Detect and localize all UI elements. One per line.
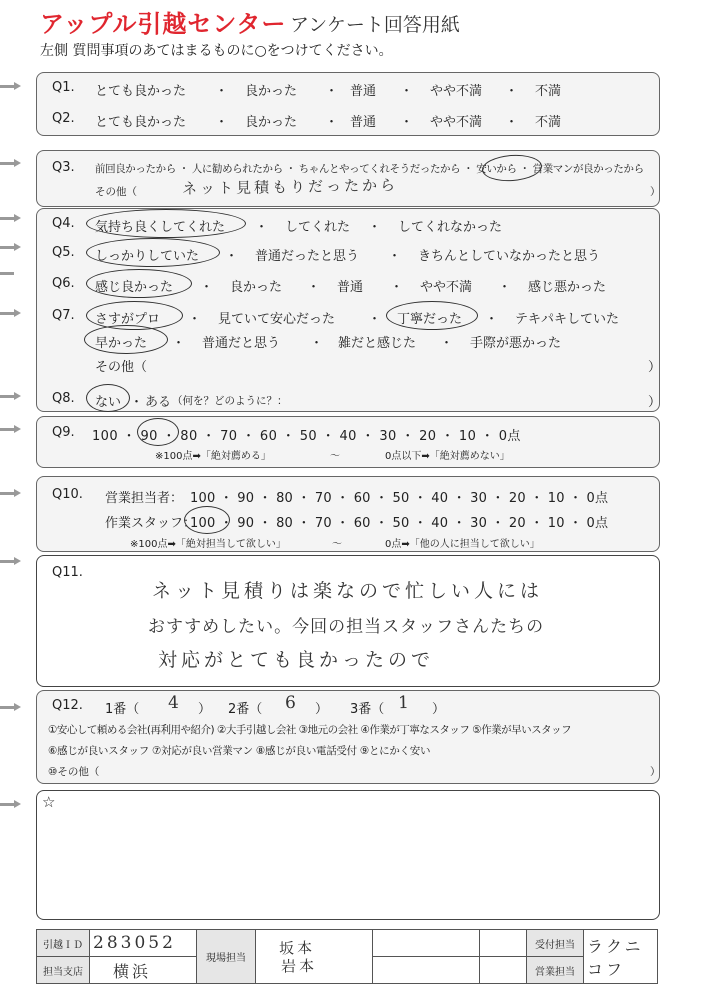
site-staff-2: 岩本 xyxy=(280,956,318,976)
site-staff-1: 坂本 xyxy=(278,938,316,958)
blank-cell-1 xyxy=(373,930,480,957)
q12-other-close: ） xyxy=(650,766,661,778)
q12-rank1-close: ） xyxy=(198,702,212,717)
q7-opt4[interactable]: テキパキしていた xyxy=(515,312,620,327)
q4-number: Q4. xyxy=(52,216,75,231)
margin-arrow-icon xyxy=(0,425,22,433)
q7-opt2[interactable]: 見ていて安心だった xyxy=(218,312,336,327)
q11-answer-line-2: おすすめしたい。今回の担当スタッフさんたちの xyxy=(148,617,545,637)
move-id-cell xyxy=(90,930,197,957)
q6-dot: ・ xyxy=(498,280,512,295)
site-staff-cell xyxy=(256,930,373,984)
q6-opt4[interactable]: やや不満 xyxy=(420,280,473,295)
q1-opt2[interactable]: 良かった xyxy=(245,84,298,99)
q2-opt1[interactable]: とても良かった xyxy=(95,115,187,130)
margin-arrow-icon xyxy=(0,557,22,565)
q12-other-label: ⑩その他（ xyxy=(48,766,100,778)
margin-tick-icon xyxy=(0,272,14,275)
q1-dot: ・ xyxy=(325,84,339,99)
q12-rank2-value[interactable]: 6 xyxy=(284,692,300,714)
q6-opt3[interactable]: 普通 xyxy=(337,280,364,295)
q5-opt1[interactable]: しっかりしていた xyxy=(95,249,200,264)
q9-note-left: ※100点➡「絶対薦める」 xyxy=(155,451,271,462)
margin-arrow-icon xyxy=(0,243,22,251)
margin-arrow-icon xyxy=(0,309,22,317)
q9-number: Q9. xyxy=(52,425,75,440)
q7-dot: ・ xyxy=(310,336,324,351)
q7-dot: ・ xyxy=(485,312,499,327)
q7-opt7[interactable]: 雑だと感じた xyxy=(338,336,417,351)
q7-opt6[interactable]: 普通だと思う xyxy=(202,336,281,351)
q2-dot: ・ xyxy=(215,115,229,130)
q12-rank1-value[interactable]: 4 xyxy=(167,692,183,714)
q7-dot: ・ xyxy=(440,336,454,351)
q7-selected-circle-2 xyxy=(386,301,478,330)
q1-opt1[interactable]: とても良かった xyxy=(95,84,187,99)
q10-staff-label: 作業スタッフ： xyxy=(105,516,197,531)
q12-rank3-label: 3番（ xyxy=(350,702,385,717)
q2-opt4[interactable]: やや不満 xyxy=(430,115,483,130)
q12-number: Q12. xyxy=(52,698,83,713)
blank-cell-2 xyxy=(480,930,527,957)
q7-number: Q7. xyxy=(52,308,75,323)
margin-arrow-icon xyxy=(0,214,22,222)
q4-opt3[interactable]: してくれなかった xyxy=(398,220,503,235)
site-staff-label: 現場担当 xyxy=(197,930,256,984)
q10-selected-circle xyxy=(184,506,230,534)
q10-number: Q10. xyxy=(52,487,83,502)
q1-number: Q1. xyxy=(52,80,75,95)
q7-opt3[interactable]: 丁寧だった xyxy=(397,312,463,327)
q1-opt5[interactable]: 不満 xyxy=(535,84,562,99)
q7-other-close: ） xyxy=(648,360,662,375)
q12-rank2-close: ） xyxy=(315,702,329,717)
q6-dot: ・ xyxy=(200,280,214,295)
q7-opt5[interactable]: 早かった xyxy=(95,336,148,351)
q3-options[interactable]: 前回良かったから ・ 人に勧められたから ・ ちゃんとやってくれそうだったから ・ 安いから ・ 営業マンが良かったから xyxy=(95,163,644,175)
q5-dot: ・ xyxy=(388,249,402,264)
form-title: アンケート回答用紙 xyxy=(290,14,460,36)
margin-arrow-icon xyxy=(0,703,22,711)
q10-note-mid: 〜 xyxy=(332,539,342,550)
q7-dot: ・ xyxy=(188,312,202,327)
q8-note: （何を？どのように？： xyxy=(172,395,288,407)
margin-arrow-icon xyxy=(0,159,22,167)
move-id-value: 283052 xyxy=(93,933,176,953)
q7-opt8[interactable]: 手際が悪かった xyxy=(470,336,562,351)
q3-number: Q3. xyxy=(52,160,75,175)
q11-answer-line-3: 対応がとても良かったので xyxy=(158,649,435,671)
q8-number: Q8. xyxy=(52,391,75,406)
q4-opt1[interactable]: 気持ち良くしてくれた xyxy=(95,220,226,235)
footer-table xyxy=(36,929,658,984)
q6-dot: ・ xyxy=(390,280,404,295)
instruction-text: 左側 質問事項のあてはまるものに○をつけてください。 xyxy=(40,43,393,59)
reception-value: ラクニコフ xyxy=(587,936,644,979)
q6-dot: ・ xyxy=(307,280,321,295)
q8-opt-some[interactable]: ある xyxy=(145,395,172,410)
q1-dot: ・ xyxy=(400,84,414,99)
branch-cell xyxy=(90,957,197,984)
q10-sales-scale[interactable]: 100 ・ 90 ・ 80 ・ 70 ・ 60 ・ 50 ・ 40 ・ 30 ・ 20 ・ 10 ・ 0点 xyxy=(190,491,609,506)
q12-choices-line-1: ①安心して頼める会社(再利用や紹介) ②大手引越し会社 ③地元の会社 ④作業が丁寧なスタッフ ⑤作業が早いスタッフ xyxy=(48,724,572,736)
q8-dot: ・ xyxy=(130,395,144,410)
margin-arrow-icon xyxy=(0,489,22,497)
q2-dot: ・ xyxy=(400,115,414,130)
q6-opt1[interactable]: 感じ良かった xyxy=(95,280,174,295)
q9-note-mid: 〜 xyxy=(330,451,340,462)
q3-other-label: その他（ xyxy=(95,186,137,198)
q2-opt5[interactable]: 不満 xyxy=(535,115,562,130)
margin-arrow-icon xyxy=(0,82,22,90)
q3-other-close: ） xyxy=(650,186,661,198)
q7-dot: ・ xyxy=(172,336,186,351)
q1-opt4[interactable]: やや不満 xyxy=(430,84,483,99)
q4-dot: ・ xyxy=(368,220,382,235)
blank-cell-3 xyxy=(373,957,480,984)
q5-number: Q5. xyxy=(52,245,75,260)
q2-dot: ・ xyxy=(505,115,519,130)
q10-note-right: 0点➡「他の人に担当して欲しい」 xyxy=(385,539,540,550)
move-id-label: 引越ＩＤ xyxy=(37,930,90,957)
q8-close: ） xyxy=(648,395,662,410)
q2-opt3[interactable]: 普通 xyxy=(350,115,377,130)
q9-note-right: 0点以下➡「絶対薦めない」 xyxy=(385,451,510,462)
q9-selected-circle xyxy=(137,418,179,446)
blank-cell-4 xyxy=(480,957,527,984)
star-icon: ☆ xyxy=(42,793,56,811)
q4-selected-circle xyxy=(86,209,246,238)
q5-dot: ・ xyxy=(225,249,239,264)
q10-sales-label: 営業担当者： xyxy=(105,491,184,506)
q1-dot: ・ xyxy=(505,84,519,99)
q5-selected-circle xyxy=(86,238,220,267)
company-name: アップル引越センター xyxy=(40,10,287,38)
q12-rank2-label: 2番（ xyxy=(228,702,263,717)
q10-note-left: ※100点➡「絶対担当して欲しい」 xyxy=(130,539,286,550)
q7-other-label: その他（ xyxy=(95,360,148,375)
q7-selected-circle-3 xyxy=(84,325,168,354)
q12-rank3-value[interactable]: 1 xyxy=(397,692,413,714)
q6-selected-circle xyxy=(86,269,192,298)
sales-label: 営業担当 xyxy=(527,957,584,984)
q12-rank3-close: ） xyxy=(432,702,446,717)
margin-arrow-icon xyxy=(0,392,22,400)
q2-number: Q2. xyxy=(52,111,75,126)
q7-opt1[interactable]: さすがプロ xyxy=(95,312,161,327)
branch-value: 横浜 xyxy=(113,961,152,981)
q9-scale[interactable]: 100 ・ 90 ・ 80 ・ 70 ・ 60 ・ 50 ・ 40 ・ 30 ・ 20 ・ 10 ・ 0点 xyxy=(92,429,521,444)
q8-selected-circle xyxy=(86,384,130,412)
q12-choices-line-2: ⑥感じが良いスタッフ ⑦対応が良い営業マン ⑧感じが良い電話受付 ⑨とにかく安い xyxy=(48,745,431,757)
q11-number: Q11. xyxy=(52,565,83,580)
q4-opt2[interactable]: してくれた xyxy=(285,220,351,235)
q12-rank1-label: 1番（ xyxy=(105,702,140,717)
q6-opt5[interactable]: 感じ悪かった xyxy=(528,280,607,295)
q5-opt2[interactable]: 普通だったと思う xyxy=(255,249,360,264)
q8-opt-none[interactable]: ない xyxy=(95,395,122,410)
q6-number: Q6. xyxy=(52,276,75,291)
q2-dot: ・ xyxy=(325,115,339,130)
margin-arrow-icon xyxy=(0,800,22,808)
q6-opt2[interactable]: 良かった xyxy=(230,280,283,295)
q4-dot: ・ xyxy=(255,220,269,235)
q1-dot: ・ xyxy=(215,84,229,99)
q1-opt3[interactable]: 普通 xyxy=(350,84,377,99)
q7-dot: ・ xyxy=(368,312,382,327)
q2-opt2[interactable]: 良かった xyxy=(245,115,298,130)
reception-label: 受付担当 xyxy=(527,930,584,957)
q5-opt3[interactable]: きちんとしていなかったと思う xyxy=(418,249,601,264)
q10-staff-scale[interactable]: 100 ・ 90 ・ 80 ・ 70 ・ 60 ・ 50 ・ 40 ・ 30 ・ 20 ・ 10 ・ 0点 xyxy=(190,516,609,531)
branch-label: 担当支店 xyxy=(37,957,90,984)
comment-box[interactable] xyxy=(36,790,660,920)
q3-handwritten-answer: ネット見積もりだったから xyxy=(181,176,399,198)
reception-cell xyxy=(584,930,658,984)
q11-answer-line-1: ネット見積りは楽なので忙しい人には xyxy=(152,580,544,602)
